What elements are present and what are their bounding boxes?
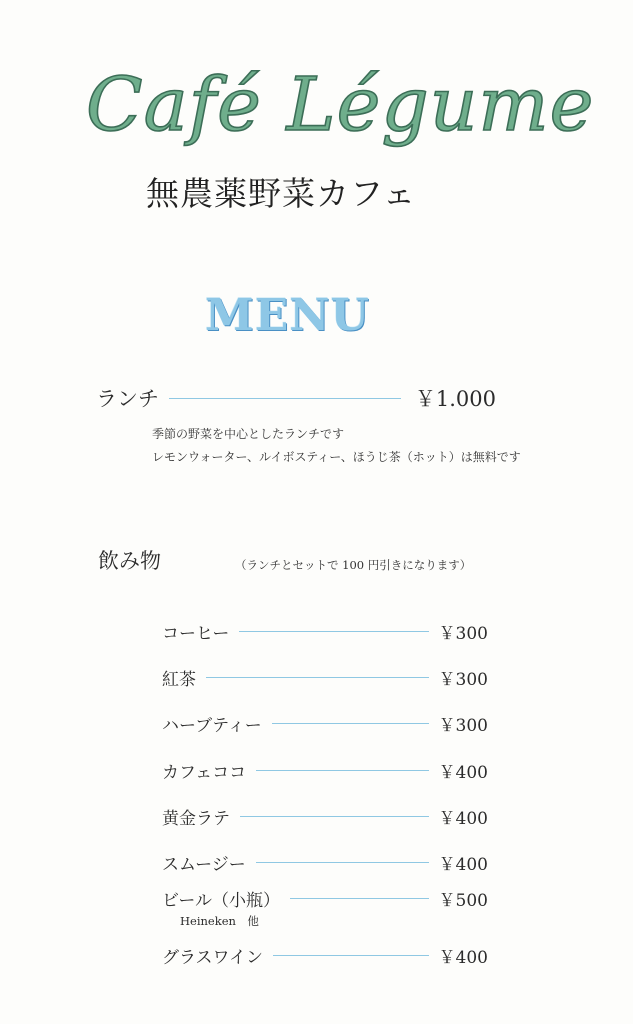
leader-line bbox=[273, 955, 429, 956]
cafe-subtitle: 無農薬野菜カフェ bbox=[146, 174, 417, 213]
drink-price: ￥300 bbox=[438, 670, 488, 690]
drink-price: ￥400 bbox=[438, 855, 488, 875]
lunch-row bbox=[96, 383, 496, 413]
leader-line bbox=[290, 898, 429, 899]
beer-brand-note: Heineken 他 bbox=[180, 914, 259, 928]
drink-name: 黄金ラテ bbox=[162, 809, 230, 829]
logo-text: Café Légume bbox=[86, 62, 595, 148]
leader-line bbox=[169, 398, 401, 399]
drink-row bbox=[162, 619, 488, 644]
drink-name: コーヒー bbox=[162, 624, 230, 644]
drink-row bbox=[162, 886, 488, 911]
drink-name: スムージー bbox=[162, 855, 246, 875]
leader-line bbox=[240, 816, 429, 817]
leader-line bbox=[206, 677, 429, 678]
drink-row bbox=[162, 943, 488, 968]
drink-row bbox=[162, 804, 488, 829]
menu-heading: MENU bbox=[205, 290, 370, 341]
drink-row bbox=[162, 665, 488, 690]
drink-row bbox=[162, 711, 488, 736]
drink-price: ￥400 bbox=[438, 763, 488, 783]
cafe-logo bbox=[82, 52, 595, 167]
drinks-title: 飲み物 bbox=[98, 549, 161, 573]
drink-name: 紅茶 bbox=[162, 670, 196, 690]
leader-line bbox=[256, 862, 429, 863]
drink-price: ￥500 bbox=[438, 891, 488, 911]
drink-name: ビール（小瓶） bbox=[162, 891, 280, 911]
lunch-price: ￥1.000 bbox=[414, 387, 496, 411]
lunch-description-1: 季節の野菜を中心としたランチです bbox=[152, 427, 345, 441]
drink-price: ￥300 bbox=[438, 716, 488, 736]
drink-price: ￥300 bbox=[438, 624, 488, 644]
leader-line bbox=[256, 770, 428, 771]
drink-name: グラスワイン bbox=[162, 948, 263, 968]
drink-row bbox=[162, 850, 488, 875]
lunch-name: ランチ bbox=[96, 387, 159, 411]
drink-price: ￥400 bbox=[438, 809, 488, 829]
drink-row bbox=[162, 758, 488, 783]
drinks-note: （ランチとセットで 100 円引きになります） bbox=[235, 558, 472, 572]
drink-name: ハーブティー bbox=[162, 716, 262, 736]
leader-line bbox=[272, 723, 429, 724]
leader-line bbox=[239, 631, 428, 632]
drink-price: ￥400 bbox=[438, 948, 488, 968]
lunch-description-2: レモンウォーター、ルイボスティー、ほうじ茶（ホット）は無料です bbox=[152, 450, 521, 464]
drink-name: カフェココ bbox=[162, 763, 247, 783]
